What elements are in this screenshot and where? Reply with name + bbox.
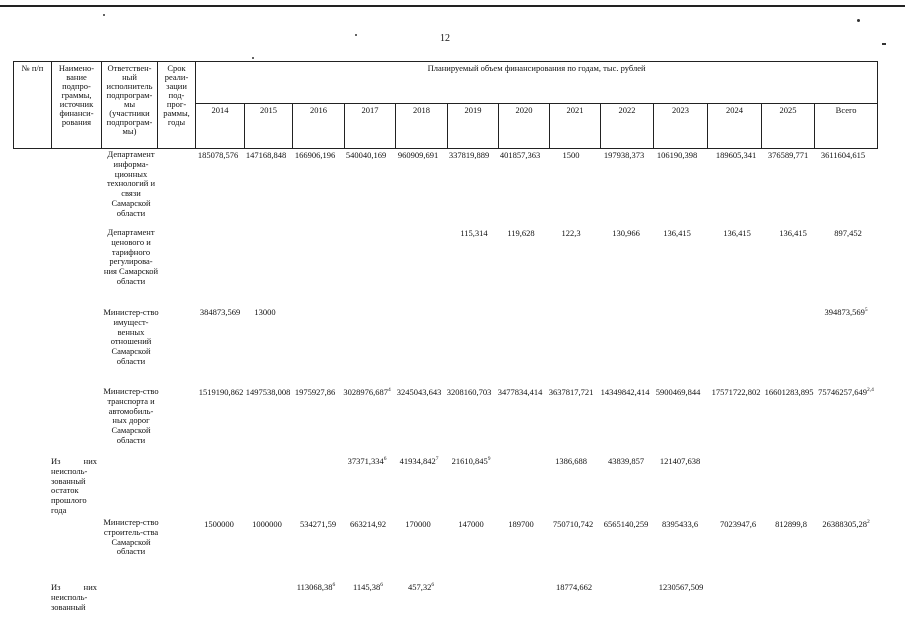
value-cell: 170000	[405, 519, 431, 529]
year-header: 2021	[550, 104, 601, 149]
row-label-tariff-department: Департамент ценового и тарифного регулирова-ния Самарской области	[103, 227, 159, 286]
value-cell: 8395433,6	[661, 519, 699, 529]
year-header: 2025	[762, 104, 815, 149]
value-cell: 18774,662	[555, 582, 593, 592]
value-cell: 1519190,862	[198, 387, 244, 397]
value-cell: 1500	[562, 150, 580, 160]
page-number: 12	[440, 33, 450, 44]
year-header: 2016	[293, 104, 345, 149]
value-cell: 119,628	[507, 228, 535, 238]
year-header: 2015	[245, 104, 293, 149]
value-cell: 43839,857	[607, 456, 645, 466]
value-cell: 663214,92	[349, 519, 387, 529]
value-cell: 376589,771	[767, 150, 809, 160]
total-cell: 75746257,649$^{2,4}$	[818, 387, 874, 397]
value-cell: 13000	[254, 307, 276, 317]
value-cell: 3208160,703	[446, 387, 492, 397]
value-cell: 185078,576	[197, 150, 239, 160]
value-cell: 7023947,6	[719, 519, 757, 529]
value-cell: 122,3	[561, 228, 581, 238]
row-label-transport-ministry: Министер-ство транспорта и автомобиль-ных дорог Самарской области	[103, 386, 159, 445]
value-cell: 337819,889	[448, 150, 490, 160]
value-cell: 1500000	[204, 519, 234, 529]
header-table	[13, 61, 878, 149]
value-cell: 166906,196	[294, 150, 336, 160]
value-cell: 960909,691	[397, 150, 439, 160]
plan-title-header: Планируемый объем финансирования по годам, тыс. рублей	[196, 62, 878, 104]
value-cell: 136,415	[779, 228, 807, 238]
year-header: 2020	[499, 104, 550, 149]
value-cell: 147168,848	[245, 150, 287, 160]
value-cell: 3477834,414	[497, 387, 543, 397]
value-cell: 115,314	[460, 228, 488, 238]
total-cell: 897,452	[834, 228, 862, 238]
row-label-construction-ministry: Министер-ство строитель-ства Самарской области	[103, 517, 159, 557]
year-header: 2022	[601, 104, 654, 149]
value-cell: 5900469,844	[655, 387, 701, 397]
scan-speck	[103, 14, 105, 16]
value-cell: 457,32$^6$	[407, 582, 435, 592]
row-label-unused: Из них неисполь-зованный	[51, 582, 97, 612]
row-label-property-ministry: Министер-ство имущест-венных отношений Самарской области	[103, 307, 159, 366]
year-header: 2017	[345, 104, 396, 149]
value-cell: 106190,398	[656, 150, 698, 160]
col-responsible-header: Ответствен-ный исполнитель подпрограм-мы (участники подпрограм-мы)	[102, 62, 158, 149]
value-cell: 6565140,259	[603, 519, 649, 529]
value-cell: 3637817,721	[548, 387, 594, 397]
value-cell: 750710,742	[552, 519, 594, 529]
value-cell: 14349842,414	[600, 387, 650, 397]
year-header: 2018	[396, 104, 448, 149]
value-cell: 113068,38$^6$	[296, 582, 336, 592]
value-cell: 1000000	[252, 519, 282, 529]
value-cell: 1230567,509	[658, 582, 704, 592]
value-cell: 189700	[508, 519, 534, 529]
row-label-unused-remainder: Из них неисполь-зованный остаток прошлого года	[51, 456, 97, 515]
value-cell: 136,415	[723, 228, 751, 238]
value-cell: 130,966	[612, 228, 640, 238]
row-label-it-department: Департамент информа-ционных технологий и связи Самарской области	[106, 149, 156, 218]
total-cell: 3611604,615	[820, 150, 866, 160]
value-cell: 37371,334$^6$	[347, 456, 387, 466]
scan-speck	[355, 34, 357, 36]
value-cell: 136,415	[663, 228, 691, 238]
value-cell: 3028976,687$^4$	[343, 387, 391, 397]
total-cell: 394873,569$^5$	[824, 307, 868, 317]
total-cell: 26388305,28$^2$	[822, 519, 870, 529]
value-cell: 3245043,643	[396, 387, 442, 397]
value-cell: 41934,842$^7$	[399, 456, 439, 466]
value-cell: 540040,169	[345, 150, 387, 160]
value-cell: 1386,688	[555, 456, 587, 466]
top-border-line	[0, 5, 905, 7]
value-cell: 147000	[458, 519, 484, 529]
value-cell: 21610,845$^9$	[451, 456, 491, 466]
value-cell: 812899,8	[775, 519, 807, 529]
year-header: 2019	[448, 104, 499, 149]
total-header: Всего	[815, 104, 878, 149]
value-cell: 189605,341	[715, 150, 757, 160]
scan-speck	[882, 43, 886, 45]
value-cell: 17571722,802	[711, 387, 761, 397]
year-header: 2014	[196, 104, 245, 149]
value-cell: 16601283,895	[764, 387, 814, 397]
value-cell: 1145,38$^6$	[352, 582, 384, 592]
value-cell: 1975927,86	[294, 387, 336, 397]
value-cell: 121407,638	[659, 456, 701, 466]
year-header: 2023	[654, 104, 708, 149]
value-cell: 1497538,008	[245, 387, 291, 397]
value-cell: 384873,569	[199, 307, 241, 317]
scan-speck	[857, 19, 860, 22]
col-term-header: Срок реали-зации под-прог-раммы, годы	[158, 62, 196, 149]
year-header: 2024	[708, 104, 762, 149]
value-cell: 534271,59	[299, 519, 337, 529]
col-name-header: Наимено-вание подпро-граммы, источник финанси-рования	[52, 62, 102, 149]
scan-speck	[252, 57, 254, 59]
value-cell: 401857,363	[499, 150, 541, 160]
value-cell: 197938,373	[603, 150, 645, 160]
col-num-header: № п/п	[14, 62, 52, 149]
